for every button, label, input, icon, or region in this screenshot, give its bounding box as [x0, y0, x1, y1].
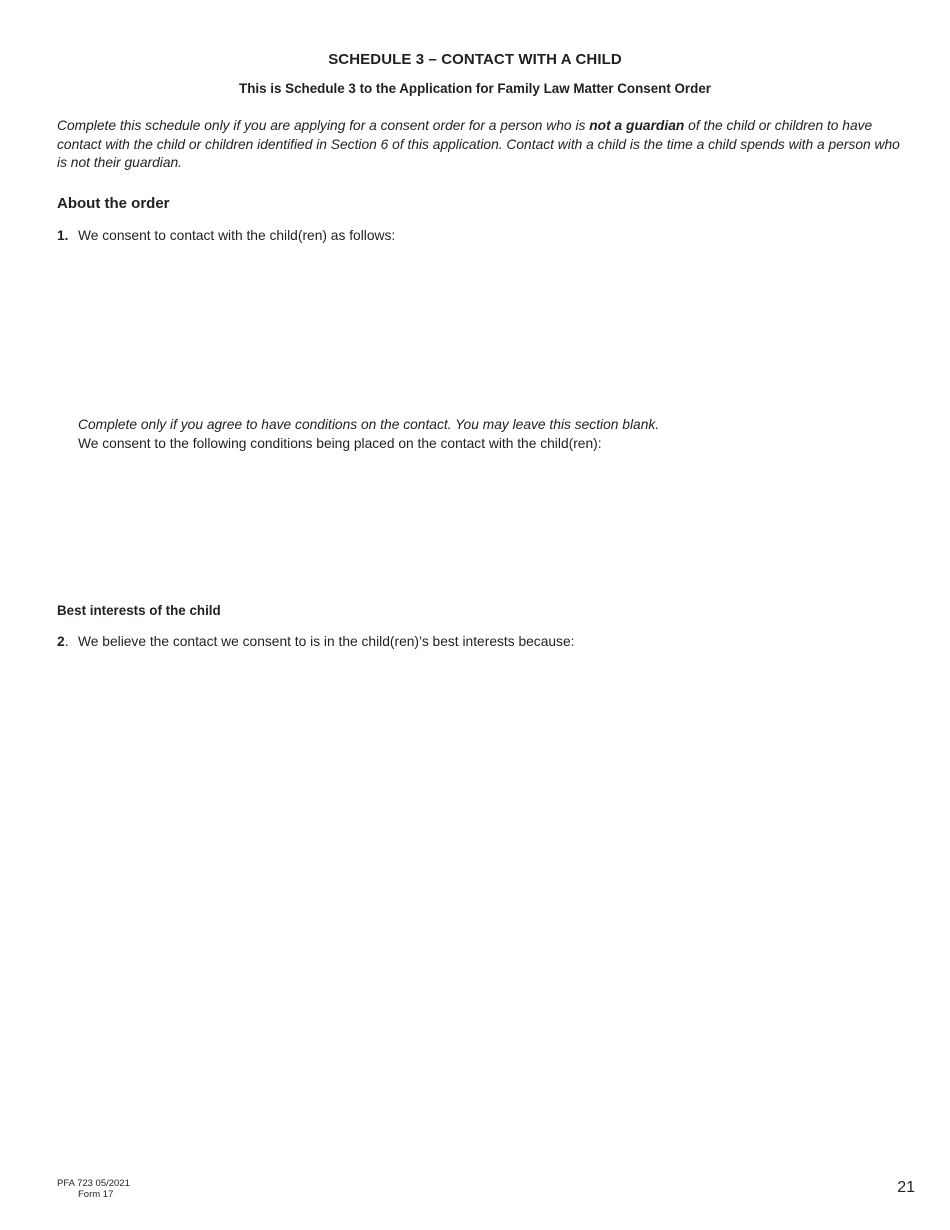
intro-emphasis: not a guardian	[589, 118, 685, 133]
question-2-number-digit: 2	[57, 634, 65, 649]
form-code: PFA 723 05/2021	[57, 1178, 130, 1189]
question-2-text: We believe the contact we consent to is in the child(ren)’s best interests because:	[78, 634, 575, 649]
schedule-title: SCHEDULE 3 – CONTACT WITH A CHILD	[328, 51, 622, 68]
question-2-number	[57, 634, 78, 649]
question-1-number: 1.	[57, 228, 69, 243]
question-2-number-suffix: .	[64, 634, 69, 649]
form-name: Form 17	[78, 1189, 114, 1200]
about-order-heading: About the order	[57, 195, 170, 212]
question-1-text: We consent to contact with the child(ren) as follows:	[78, 228, 396, 243]
page-number: 21	[897, 1179, 915, 1196]
best-interests-heading: Best interests of the child	[57, 603, 221, 618]
question-1	[57, 228, 395, 243]
conditions-field[interactable]	[78, 458, 898, 593]
question-2	[57, 634, 574, 649]
contact-terms-field[interactable]	[78, 252, 898, 407]
best-interests-field[interactable]	[78, 658, 898, 1158]
conditions-prompt: We consent to the following conditions being placed on the contact with the child(ren):	[78, 436, 602, 451]
intro-instructions	[57, 117, 902, 173]
intro-text-part2: of the child or children to have contact with the child or children identified in Section 6 of this application. Contact with a child is the time a child spends with a person who is not their guardian.	[57, 118, 900, 170]
intro-text-part1: Complete this schedule only if you are applying for a consent order for a person who is	[57, 118, 590, 133]
conditions-note: Complete only if you agree to have conditions on the contact. You may leave this section blank.	[78, 417, 660, 432]
schedule-subtitle: This is Schedule 3 to the Application for Family Law Matter Consent Order	[239, 81, 711, 96]
